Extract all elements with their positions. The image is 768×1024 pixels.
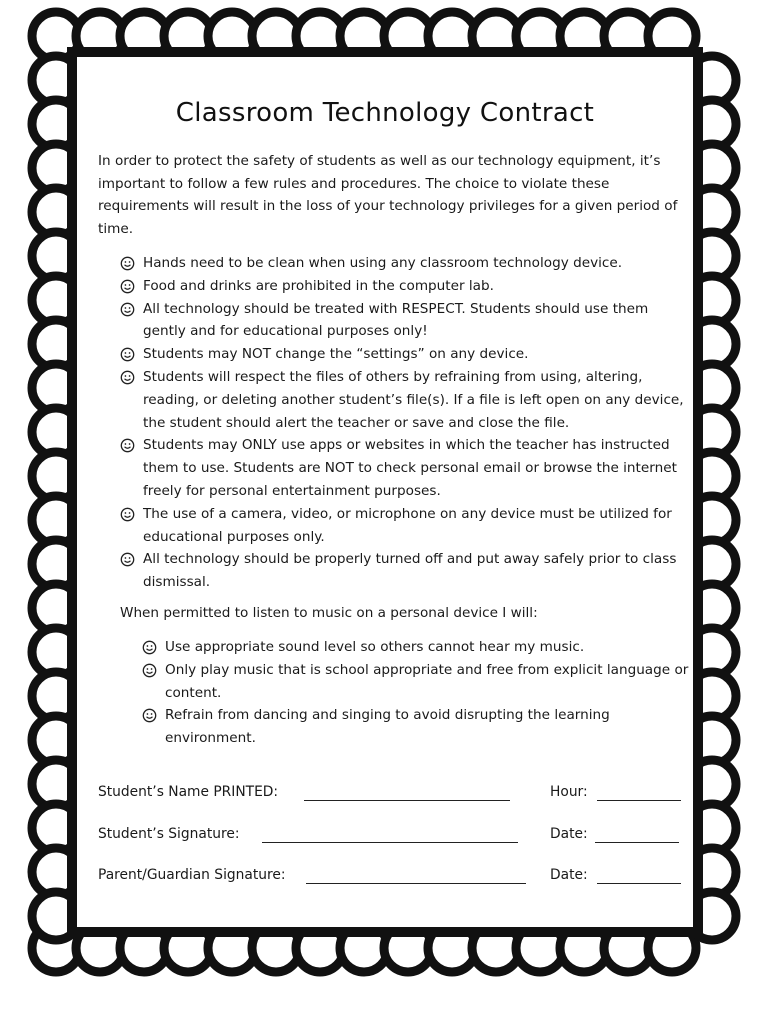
list-item <box>120 503 690 549</box>
rule-text: The use of a camera, video, or microphone on any device must be utilized for educational purposes only. <box>143 505 672 545</box>
smiley-face-icon <box>142 708 157 723</box>
list-item <box>120 275 690 298</box>
list-item <box>120 366 690 434</box>
student-name-field[interactable] <box>304 800 510 801</box>
rule-text: Food and drinks are prohibited in the computer lab. <box>143 277 494 294</box>
rule-text: Hands need to be clean when using any classroom technology device. <box>143 255 623 271</box>
date-label: Date: <box>550 867 588 883</box>
hour-label: Hour: <box>550 784 588 800</box>
list-item <box>120 434 690 502</box>
music-rules-list <box>142 636 690 750</box>
list-item <box>142 704 690 750</box>
music-intro: When permitted to listen to music on a personal device I will: <box>120 605 538 621</box>
smiley-face-icon <box>142 640 157 655</box>
hour-field[interactable] <box>597 800 681 801</box>
rule-text: Students may NOT change the “settings” on any device. <box>143 346 529 363</box>
smiley-face-icon <box>120 347 135 362</box>
list-item <box>142 659 690 705</box>
list-item <box>120 343 690 366</box>
rule-text: Students may ONLY use apps or websites in which the teacher has instructed them to use. Students are NOT to check personal email or browse the internet freely for personal entertainment purposes. <box>143 437 677 499</box>
list-item <box>142 636 690 659</box>
music-rule-text: Use appropriate sound level so others cannot hear my music. <box>165 639 585 655</box>
parent-date-field[interactable] <box>597 883 681 884</box>
smiley-face-icon <box>120 438 135 453</box>
smiley-face-icon <box>120 552 135 567</box>
smiley-face-icon <box>142 663 157 678</box>
smiley-face-icon <box>120 507 135 522</box>
rules-list <box>120 252 690 594</box>
smiley-face-icon <box>120 370 135 385</box>
student-signature-label: Student’s Signature: <box>98 826 240 842</box>
intro-paragraph: In order to protect the safety of students as well as our technology equipment, it’s important to follow a few rules and procedures. The choice to violate these requirements will result in the loss of your technology privileges for a given period of time. <box>98 153 678 237</box>
music-rule-text: Only play music that is school appropriate and free from explicit language or content. <box>165 661 689 701</box>
list-item <box>120 252 690 275</box>
music-rule-text: Refrain from dancing and singing to avoid disrupting the learning environment. <box>165 707 610 747</box>
date-label: Date: <box>550 826 588 842</box>
rule-text: All technology should be treated with RESPECT. Students should use them gently and for educational purposes only! <box>143 300 649 340</box>
student-name-label: Student’s Name PRINTED: <box>98 784 279 800</box>
student-signature-field[interactable] <box>262 842 518 843</box>
rule-text: Students will respect the files of others by refraining from using, altering, reading, or deleting another student’s file(s). If a file is left open on any device, the student should alert the teacher or save and close the file. <box>143 368 684 431</box>
parent-signature-label: Parent/Guardian Signature: <box>98 867 286 883</box>
list-item <box>120 298 690 344</box>
student-date-field[interactable] <box>595 842 679 843</box>
smiley-face-icon <box>120 302 135 317</box>
smiley-face-icon <box>120 279 135 294</box>
smiley-face-icon <box>120 256 135 271</box>
document-title: Classroom Technology Contract <box>175 98 595 128</box>
parent-signature-field[interactable] <box>306 883 526 884</box>
list-item <box>120 548 690 594</box>
rule-text: All technology should be properly turned off and put away safely prior to class dismissal. <box>143 551 677 591</box>
